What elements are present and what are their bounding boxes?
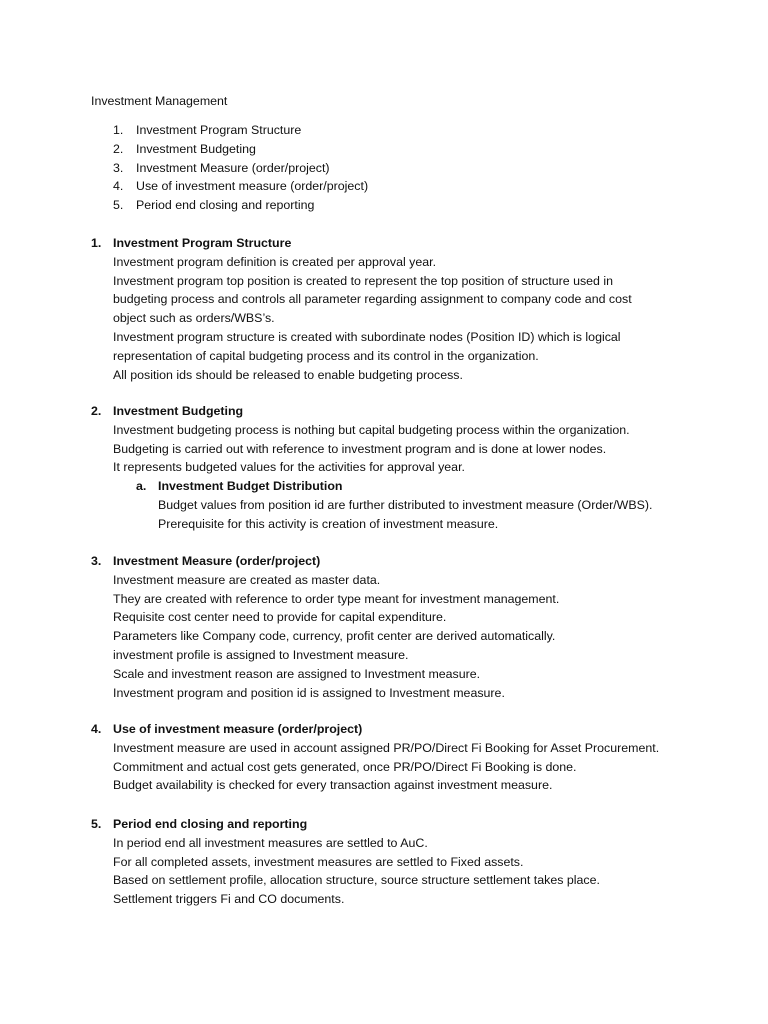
- body-line: Budgeting is carried out with reference to investment program and is done at lower nodes.: [113, 441, 607, 456]
- section-heading: 1. Investment Program Structure: [91, 236, 292, 250]
- section-use-of-measure: [91, 721, 731, 796]
- body-line: They are created with reference to order type meant for investment management.: [113, 591, 560, 606]
- body-line: Scale and investment reason are assigned to Investment measure.: [113, 666, 481, 681]
- body-line: representation of capital budgeting process and its control in the organization.: [113, 348, 539, 363]
- body-line: Settlement triggers Fi and CO documents.: [113, 892, 345, 907]
- body-line: Budget values from position id are further distributed to investment measure (Order/WBS).: [158, 497, 653, 512]
- body-line: budgeting process and controls all parameter regarding assignment to company code and cost: [113, 292, 632, 307]
- body-line: Commitment and actual cost gets generated, once PR/PO/Direct Fi Booking is done.: [113, 759, 577, 774]
- section-period-end-closing: [91, 816, 731, 910]
- body-line: Investment measure are created as master data.: [113, 572, 381, 587]
- body-line: For all completed assets, investment measures are settled to Fixed assets.: [113, 854, 524, 869]
- body-line: Based on settlement profile, allocation structure, source structure settlement takes place.: [113, 873, 600, 888]
- body-line: Investment program definition is created per approval year.: [113, 254, 437, 269]
- body-line: Parameters like Company code, currency, profit center are derived automatically.: [113, 629, 556, 644]
- document-title: Investment Management: [91, 94, 228, 108]
- section-investment-measure: [91, 553, 731, 703]
- body-line: Requisite cost center need to provide for capital expenditure.: [113, 610, 447, 625]
- section-heading: 5. Period end closing and reporting: [91, 817, 308, 831]
- section-heading: 3. Investment Measure (order/project): [91, 554, 321, 568]
- document-page: Investment Management 1. Investment Program Structure 2. Investment Budgeting 3. Investment Measure (order/project) 4. Use of investment measure (order/project) 5. Period end closing and reporting 1. Investment Program Structure Investment program definition is created per approval year. Investment program top position is created to represent the top position of structure used in budgeting process and controls all parameter regarding assignment to company code and cost object such as orders/WBS’s. Investment program structure is created with subordinate nodes (Position ID) which is logical representation of capital budgeting process and its control in the organization. All position ids should be released to enable budgeting process. 2. Investment Budgeting Investment budgeting process is nothing but capital budgeting process within the organization. Budgeting is carried out with reference to investment program and is done at lower nodes. It represents budgeted values for the activities for approval year. a. Investment Budget Distribution Budget values from position id are further distributed to investment measure (Order/WBS). Prerequisite for this activity is creation of investment measure. 3. Investment Measure (order/project) Investment measure are created as master data. They are created with reference to order type meant for investment management. Requisite cost center need to provide for capital expenditure. Parameters like Company code, currency, profit center are derived automatically. investment profile is assigned to Investment measure. Scale and investment reason are assigned to Investment measure. Investment program and position id is assigned to Investment measure. 4. Use of investment measure (order/project) Investment measure are used in account assigned PR/PO/Direct Fi Booking for Asset Procurement. Commitment and actual cost gets generated, once PR/PO/Direct Fi Booking is done. Budget availability is checked for every transaction against investment measure. 5. Period end closing and reporting In period end all investment measures are settled to AuC. For all completed assets, investment measures are settled to Fixed assets. Based on settlement profile, allocation structure, source structure settlement takes place. Settlement triggers Fi and CO documents.: [0, 0, 768, 1024]
- body-line: Budget availability is checked for every transaction against investment measure.: [113, 778, 553, 793]
- body-line: Investment budgeting process is nothing but capital budgeting process within the organization.: [113, 422, 630, 437]
- body-line: Investment program top position is created to represent the top position of structure used in: [113, 273, 614, 288]
- section-program-structure: [91, 235, 731, 385]
- body-line: investment profile is assigned to Investment measure.: [113, 647, 409, 662]
- body-line: Investment measure are used in account assigned PR/PO/Direct Fi Booking for Asset Procurement.: [113, 740, 660, 755]
- body-line: Investment program and position id is assigned to Investment measure.: [113, 685, 505, 700]
- body-line: Prerequisite for this activity is creation of investment measure.: [158, 516, 499, 531]
- section-budgeting: [91, 403, 731, 535]
- body-line: It represents budgeted values for the activities for approval year.: [113, 460, 465, 475]
- subsection-heading: a. Investment Budget Distribution: [136, 479, 343, 494]
- section-heading: 4. Use of investment measure (order/project): [91, 722, 363, 736]
- body-line: In period end all investment measures are settled to AuC.: [113, 835, 428, 850]
- body-line: Investment program structure is created with subordinate nodes (Position ID) which is logical: [113, 329, 621, 344]
- body-line: object such as orders/WBS’s.: [113, 311, 275, 326]
- body-line: All position ids should be released to enable budgeting process.: [113, 367, 463, 382]
- section-heading: 2. Investment Budgeting: [91, 404, 244, 418]
